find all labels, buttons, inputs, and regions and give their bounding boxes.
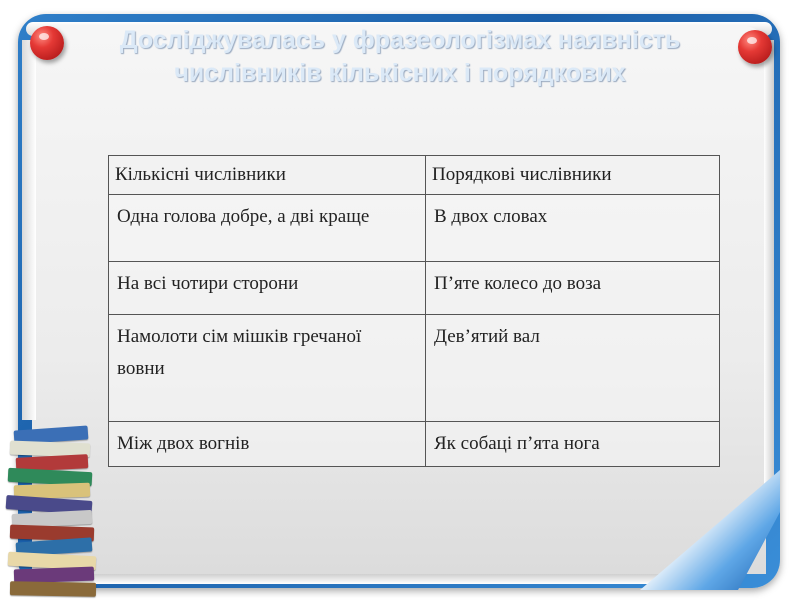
table-row (109, 422, 720, 467)
table-cell: На всі чотири сторони (109, 262, 426, 315)
board-bottom-edge (36, 574, 726, 584)
table-cell: Намолоти сім мішків гречаної вовни (109, 315, 426, 422)
table-cell: Як собаці п’ята нога (426, 422, 720, 467)
table-row (109, 315, 720, 422)
table-cell: Дев’ятий вал (426, 315, 720, 422)
column-header: Порядкові числівники (426, 156, 720, 195)
table-cell: Одна голова добре, а дві краще (109, 195, 426, 262)
board-left-edge (22, 40, 36, 420)
table-cell: П’яте колесо до воза (426, 262, 720, 315)
slide-title: Досліджувалась у фразеологізмах наявність числівників кількісних і порядкових (119, 26, 681, 87)
table-row (109, 262, 720, 315)
board-right-edge (764, 40, 774, 520)
phraseology-table (108, 155, 720, 467)
column-header: Кількісні числівники (109, 156, 426, 195)
table-cell: Між двох вогнів (109, 422, 426, 467)
table-header-row (109, 156, 720, 195)
pushpin-icon (24, 20, 70, 66)
table-row (109, 195, 720, 262)
books-stack-icon (0, 420, 110, 600)
table-cell: В двох словах (426, 195, 720, 262)
pushpin-icon (732, 24, 778, 70)
